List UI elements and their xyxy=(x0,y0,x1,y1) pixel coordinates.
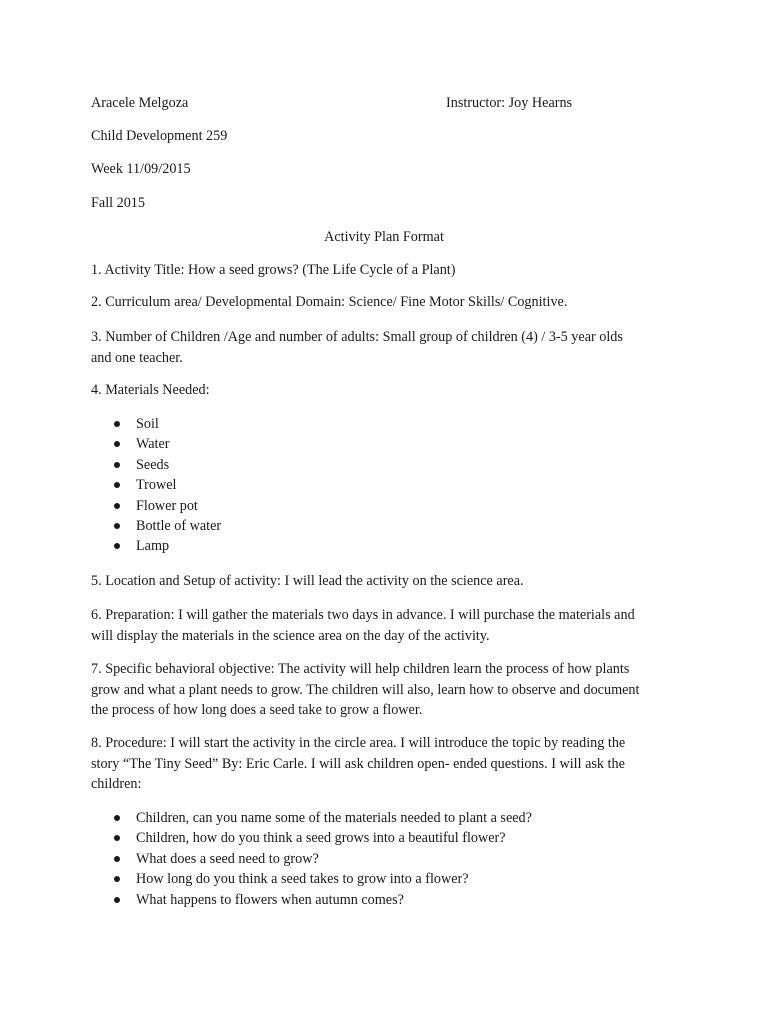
bullet-icon xyxy=(114,815,120,821)
bullet-icon xyxy=(114,421,120,427)
document-title: Activity Plan Format xyxy=(324,229,444,245)
week-date: Week 11/09/2015 xyxy=(91,161,191,177)
paragraph-line: grow and what a plant needs to grow. The children will also, learn how to observe and document xyxy=(91,681,640,698)
bullet-icon xyxy=(114,503,120,509)
course-name: Child Development 259 xyxy=(91,128,228,144)
paragraph-line: story “The Tiny Seed” By: Eric Carle. I will ask children open- ended questions. I will ask the xyxy=(91,755,625,772)
paragraph-line: children: xyxy=(91,776,142,792)
paragraph-line: and one teacher. xyxy=(91,349,183,366)
materials-list xyxy=(112,414,221,557)
term: Fall 2015 xyxy=(91,195,145,211)
list-item xyxy=(112,869,532,889)
section-materials-heading: 4. Materials Needed: xyxy=(91,382,210,398)
list-item xyxy=(112,516,221,536)
list-item xyxy=(112,536,221,556)
student-name: Aracele Melgoza xyxy=(91,95,189,111)
instructor-name: Instructor: Joy Hearns xyxy=(446,95,573,111)
section-procedure xyxy=(91,733,671,795)
bullet-icon xyxy=(114,897,120,903)
section-curriculum-area: 2. Curriculum area/ Developmental Domain: Science/ Fine Motor Skills/ Cognitive. xyxy=(91,294,568,310)
section-preparation xyxy=(91,605,671,646)
bullet-icon xyxy=(114,856,120,862)
section-behavioral-objective xyxy=(91,659,671,721)
material-label: Seeds xyxy=(136,456,170,473)
question-text: What does a seed need to grow? xyxy=(136,850,319,867)
list-item xyxy=(112,434,221,454)
questions-list xyxy=(112,808,532,910)
section-activity-title: 1. Activity Title: How a seed grows? (The Life Cycle of a Plant) xyxy=(91,262,456,278)
material-label: Water xyxy=(136,436,170,453)
list-item xyxy=(112,496,221,516)
bullet-icon xyxy=(114,441,120,447)
list-item xyxy=(112,890,532,910)
bullet-icon xyxy=(114,462,120,468)
list-item xyxy=(112,808,532,828)
paragraph-line: 8. Procedure: I will start the activity in the circle area. I will introduce the topic by reading the xyxy=(91,735,626,751)
bullet-icon xyxy=(114,835,120,841)
question-text: What happens to flowers when autumn comes? xyxy=(136,891,404,908)
list-item xyxy=(112,455,221,475)
section-location-setup: 5. Location and Setup of activity: I will lead the activity on the science area. xyxy=(91,573,524,589)
section-number-of-children xyxy=(91,327,671,368)
bullet-icon xyxy=(114,876,120,882)
material-label: Bottle of water xyxy=(136,518,222,535)
question-text: How long do you think a seed takes to grow into a flower? xyxy=(136,871,469,888)
list-item xyxy=(112,475,221,495)
material-label: Trowel xyxy=(136,477,177,494)
list-item xyxy=(112,849,532,869)
list-item xyxy=(112,828,532,848)
list-item xyxy=(112,414,221,434)
question-text: Children, how do you think a seed grows into a beautiful flower? xyxy=(136,830,506,847)
bullet-icon xyxy=(114,523,120,529)
paragraph-line: 3. Number of Children /Age and number of adults: Small group of children (4) / 3-5 year olds xyxy=(91,329,623,345)
material-label: Lamp xyxy=(136,538,170,555)
material-label: Flower pot xyxy=(136,497,198,514)
bullet-icon xyxy=(114,543,120,549)
question-text: Children, can you name some of the materials needed to plant a seed? xyxy=(136,810,532,826)
bullet-icon xyxy=(114,482,120,488)
paragraph-line: the process of how long does a seed take to grow a flower. xyxy=(91,702,423,718)
paragraph-line: will display the materials in the science area on the day of the activity. xyxy=(91,627,490,644)
paragraph-line: 7. Specific behavioral objective: The activity will help children learn the process of how plants xyxy=(91,661,630,677)
paragraph-line: 6. Preparation: I will gather the materials two days in advance. I will purchase the materials and xyxy=(91,607,635,623)
material-label: Soil xyxy=(136,416,159,432)
